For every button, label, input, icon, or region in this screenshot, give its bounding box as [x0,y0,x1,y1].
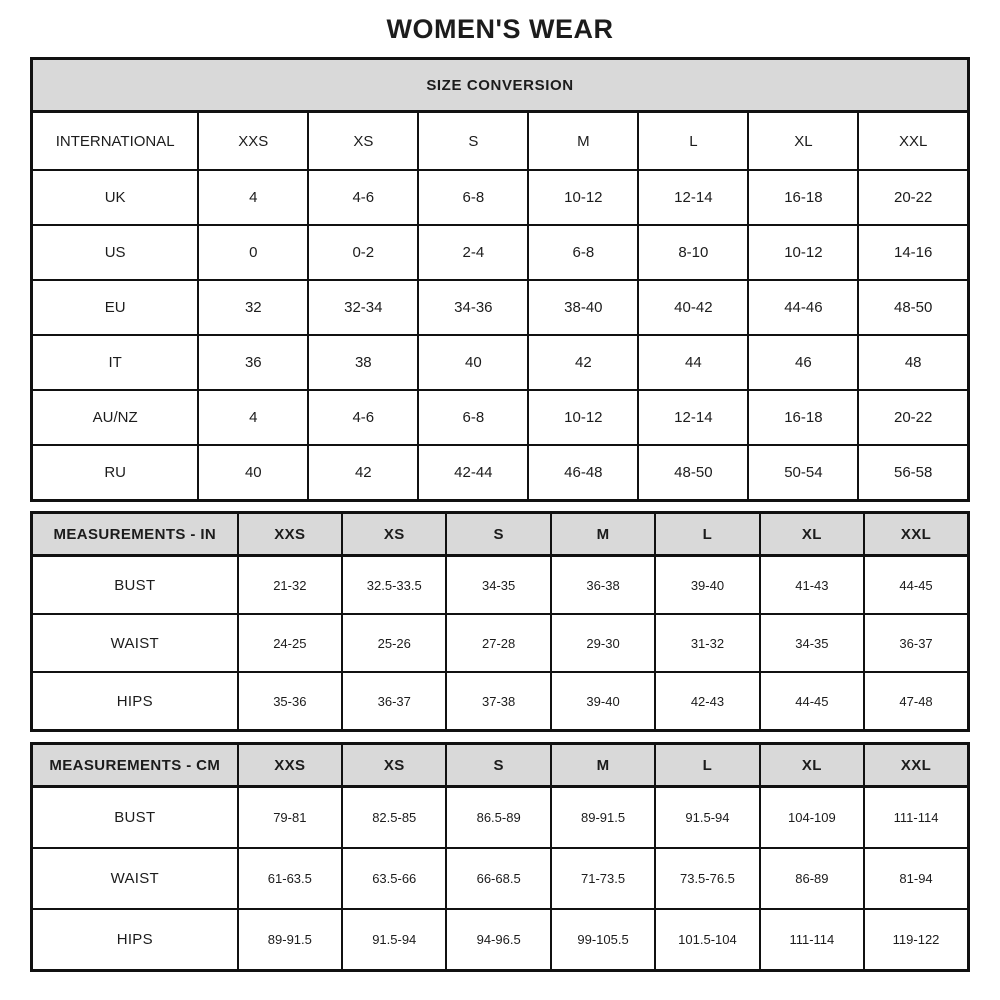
measurements-header-row [32,744,969,787]
size-value-cell: 32-34 [308,280,418,335]
measurement-value-cell: 34-35 [446,556,550,615]
size-column-header: M [551,513,655,556]
size-value-cell: 44 [638,335,748,390]
table-row [32,672,969,731]
measurement-value-cell: 79-81 [238,787,342,849]
size-column-header: XXS [238,513,342,556]
size-column-header: XXL [864,513,968,556]
table-row [32,556,969,615]
measurement-value-cell: 31-32 [655,614,759,672]
size-value-cell: 10-12 [528,170,638,225]
measurement-value-cell: 39-40 [655,556,759,615]
size-column-header: S [446,744,550,787]
measurement-value-cell: 41-43 [760,556,864,615]
measurements-title-cell: MEASUREMENTS - IN [32,513,238,556]
size-value-cell: 10-12 [748,225,858,280]
row-label-cell: WAIST [32,614,238,672]
table-row [32,909,969,971]
table-row [32,170,969,225]
size-column-header: XXL [858,112,968,171]
size-value-cell: 20-22 [858,390,968,445]
row-label-cell: HIPS [32,672,238,731]
measurement-value-cell: 29-30 [551,614,655,672]
measurement-value-cell: 39-40 [551,672,655,731]
size-value-cell: 32 [198,280,308,335]
row-label-international: INTERNATIONAL [32,112,199,171]
size-column-header: XS [342,744,446,787]
size-conversion-body [32,59,969,501]
table-row [32,614,969,672]
row-label-cell: AU/NZ [32,390,199,445]
measurement-value-cell: 91.5-94 [342,909,446,971]
measurement-value-cell: 101.5-104 [655,909,759,971]
size-value-cell: 40-42 [638,280,748,335]
size-value-cell: 16-18 [748,170,858,225]
measurement-value-cell: 86-89 [760,848,864,909]
size-value-cell: 10-12 [528,390,638,445]
measurement-value-cell: 35-36 [238,672,342,731]
size-value-cell: 40 [418,335,528,390]
size-column-header: L [655,744,759,787]
table-row [32,225,969,280]
size-column-header: XXS [238,744,342,787]
size-column-header: S [446,513,550,556]
size-conversion-table [30,57,970,502]
size-value-cell: 6-8 [418,390,528,445]
size-value-cell: 8-10 [638,225,748,280]
table-header-row [32,59,969,112]
row-label-cell: BUST [32,556,238,615]
measurement-value-cell: 82.5-85 [342,787,446,849]
size-value-cell: 42 [528,335,638,390]
table-row [32,280,969,335]
row-label-cell: WAIST [32,848,238,909]
table-row [32,445,969,501]
measurement-value-cell: 27-28 [446,614,550,672]
size-column-header: XS [308,112,418,171]
measurement-value-cell: 111-114 [864,787,968,849]
size-column-header: M [528,112,638,171]
row-label-cell: UK [32,170,199,225]
size-value-cell: 20-22 [858,170,968,225]
size-column-header: XL [748,112,858,171]
measurement-value-cell: 36-38 [551,556,655,615]
measurement-value-cell: 89-91.5 [238,909,342,971]
measurement-value-cell: 44-45 [864,556,968,615]
measurements-in-table [30,511,970,732]
measurement-value-cell: 119-122 [864,909,968,971]
measurement-value-cell: 86.5-89 [446,787,550,849]
size-value-cell: 38 [308,335,418,390]
size-value-cell: 4 [198,390,308,445]
size-value-cell: 50-54 [748,445,858,501]
size-column-header: S [418,112,528,171]
size-header-row [32,112,969,171]
size-column-header: L [655,513,759,556]
size-value-cell: 34-36 [418,280,528,335]
measurement-value-cell: 47-48 [864,672,968,731]
size-value-cell: 0-2 [308,225,418,280]
table-row [32,390,969,445]
row-label-cell: IT [32,335,199,390]
size-value-cell: 6-8 [418,170,528,225]
measurement-value-cell: 36-37 [864,614,968,672]
size-value-cell: 36 [198,335,308,390]
size-column-header: XL [760,744,864,787]
size-value-cell: 48-50 [638,445,748,501]
row-label-cell: EU [32,280,199,335]
measurements-cm-table [30,742,970,972]
row-label-cell: RU [32,445,199,501]
size-value-cell: 14-16 [858,225,968,280]
measurement-value-cell: 34-35 [760,614,864,672]
size-value-cell: 42-44 [418,445,528,501]
measurement-value-cell: 73.5-76.5 [655,848,759,909]
size-value-cell: 40 [198,445,308,501]
measurement-value-cell: 104-109 [760,787,864,849]
size-value-cell: 44-46 [748,280,858,335]
size-value-cell: 2-4 [418,225,528,280]
measurement-value-cell: 44-45 [760,672,864,731]
measurements-header-row [32,513,969,556]
size-value-cell: 12-14 [638,390,748,445]
measurement-value-cell: 61-63.5 [238,848,342,909]
size-value-cell: 46-48 [528,445,638,501]
size-column-header: L [638,112,748,171]
measurement-value-cell: 37-38 [446,672,550,731]
size-value-cell: 48-50 [858,280,968,335]
measurement-value-cell: 42-43 [655,672,759,731]
measurement-value-cell: 66-68.5 [446,848,550,909]
measurement-value-cell: 36-37 [342,672,446,731]
size-column-header: XXS [198,112,308,171]
measurement-value-cell: 25-26 [342,614,446,672]
size-value-cell: 0 [198,225,308,280]
size-value-cell: 56-58 [858,445,968,501]
size-value-cell: 4 [198,170,308,225]
measurement-value-cell: 111-114 [760,909,864,971]
measurement-value-cell: 91.5-94 [655,787,759,849]
row-label-cell: US [32,225,199,280]
measurement-value-cell: 89-91.5 [551,787,655,849]
size-value-cell: 48 [858,335,968,390]
measurement-value-cell: 71-73.5 [551,848,655,909]
measurements-in-body [32,513,969,731]
size-column-header: XS [342,513,446,556]
size-value-cell: 38-40 [528,280,638,335]
measurement-value-cell: 24-25 [238,614,342,672]
size-value-cell: 4-6 [308,170,418,225]
size-value-cell: 6-8 [528,225,638,280]
measurement-value-cell: 63.5-66 [342,848,446,909]
measurement-value-cell: 21-32 [238,556,342,615]
size-value-cell: 42 [308,445,418,501]
table-row [32,848,969,909]
measurement-value-cell: 99-105.5 [551,909,655,971]
table-title-cell: SIZE CONVERSION [32,59,969,112]
row-label-cell: HIPS [32,909,238,971]
measurement-value-cell: 94-96.5 [446,909,550,971]
measurements-title-cell: MEASUREMENTS - CM [32,744,238,787]
size-column-header: XXL [864,744,968,787]
table-row [32,335,969,390]
size-column-header: XL [760,513,864,556]
size-value-cell: 12-14 [638,170,748,225]
table-row [32,787,969,849]
measurement-value-cell: 32.5-33.5 [342,556,446,615]
size-value-cell: 4-6 [308,390,418,445]
size-value-cell: 46 [748,335,858,390]
measurement-value-cell: 81-94 [864,848,968,909]
measurements-cm-body [32,744,969,971]
row-label-cell: BUST [32,787,238,849]
size-column-header: M [551,744,655,787]
size-value-cell: 16-18 [748,390,858,445]
page-title: WOMEN'S WEAR [386,14,614,44]
